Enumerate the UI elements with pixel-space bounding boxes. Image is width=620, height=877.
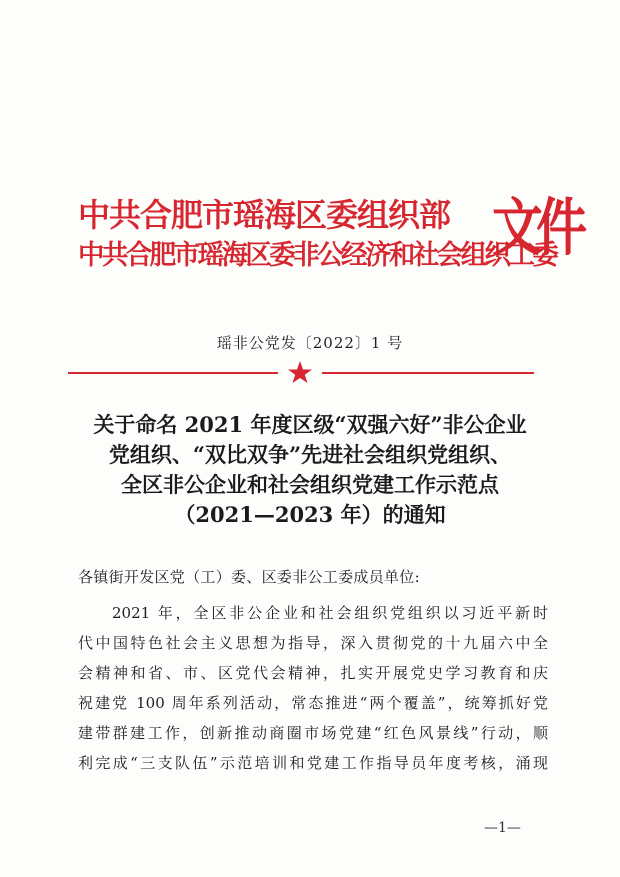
page-number: —1—	[484, 820, 521, 836]
header-document-suffix: 文件	[492, 191, 581, 264]
body-line: 会精神和省、市、区党代会精神，扎实开展党史学习教育和庆	[78, 664, 548, 682]
document-title	[60, 410, 560, 530]
body-line: 2021 年，全区非公企业和社会组织党组织以习近平新时	[112, 604, 548, 622]
title-line: （2021—2023 年）的通知	[174, 502, 446, 527]
title-line: 党组织、“双比双争”先进社会组织党组织、	[108, 442, 512, 467]
red-divider-left	[68, 372, 278, 374]
body-line: 建带群建工作，创新推动商圈市场党建“红色风景线”行动，顺	[78, 724, 548, 742]
header-org-line1: 中共合肥市瑶海区委组织部	[78, 196, 451, 234]
title-line: 关于命名 2021 年度区级“双强六好”非公企业	[93, 412, 527, 437]
document-number: 瑶非公党发〔2022〕1 号	[216, 334, 404, 352]
recipient-line: 各镇街开发区党（工）委、区委非公工委成员单位:	[78, 568, 420, 586]
title-line: 全区非公企业和社会组织党建工作示范点	[121, 472, 499, 497]
body-line: 代中国特色社会主义思想为指导，深入贯彻党的十九届六中全	[78, 634, 548, 652]
body-paragraph	[78, 598, 548, 778]
body-line: 祝建党 100 周年系列活动，常态推进“两个覆盖”，统筹抓好党	[78, 694, 548, 712]
red-divider-right	[322, 372, 534, 374]
star-icon	[287, 360, 313, 384]
header-org-line2: 中共合肥市瑶海区委非公经济和社会组织工委	[78, 240, 557, 271]
body-line: 利完成“三支队伍”示范培训和党建工作指导员年度考核，涌现	[78, 754, 548, 772]
